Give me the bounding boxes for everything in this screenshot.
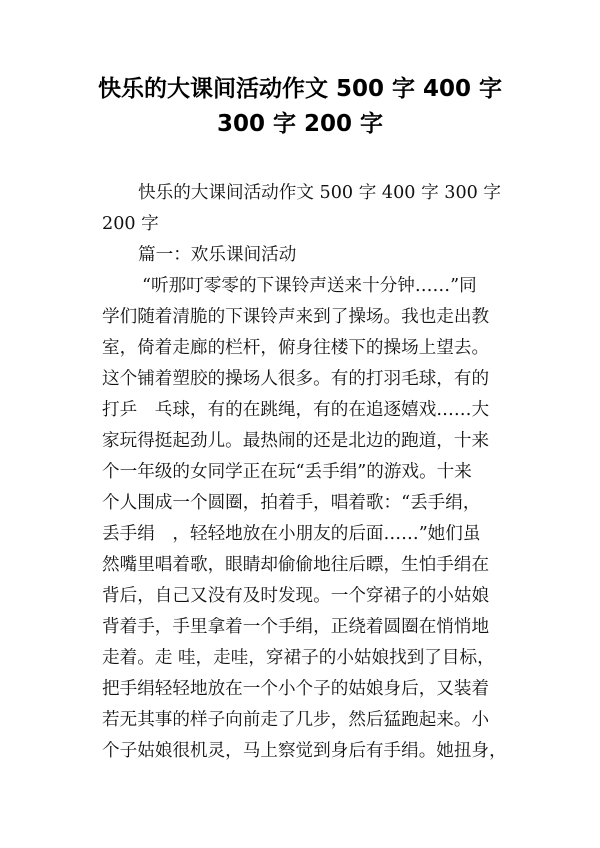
paragraph-line: 把手绢轻轻地放在一个小个子的姑娘身后，又装着: [102, 679, 490, 699]
paragraph-line: 背后，自己又没有及时发现。一个穿裙子的小姑娘: [102, 586, 490, 606]
paragraph-line: 丢手绢 ，轻轻地放在小朋友的后面……”她们虽: [102, 524, 481, 544]
paragraph-line: 室，倚着走廊的栏杆，俯身往楼下的操场上望去。: [102, 338, 490, 358]
paragraph-line: 打乒 乓球，有的在跳绳，有的在追逐嬉戏……大: [102, 400, 490, 420]
paragraph-line: 个人围成一个圆圈，拍着手，唱着歌：“丢手绢，: [102, 493, 481, 513]
paragraph-line: 若无其事的样子向前走了几步，然后猛跑起来。小: [102, 710, 490, 730]
paragraph-line: 背着手，手里拿着一个手绢，正绕着圆圈在悄悄地: [102, 617, 490, 637]
subtitle-line-1: 快乐的大课间活动作文 500 字 400 字 300 字: [138, 183, 502, 203]
title-line-2: 300 字 200 字: [216, 111, 384, 137]
paragraph-line: 个一年级的女同学正在玩“丢手绢”的游戏。十来: [102, 462, 472, 482]
paragraph-line: 然嘴里唱着歌，眼睛却偷偷地往后瞟，生怕手绢在: [102, 555, 490, 575]
paragraph-line: 学们随着清脆的下课铃声来到了操场。我也走出教: [102, 307, 490, 327]
paragraph-line: 走着。走 哇，走哇，穿裙子的小姑娘找到了目标，: [102, 648, 495, 668]
section-heading: 篇一：欢乐课间活动: [138, 245, 297, 265]
paragraph-line: 个子姑娘很机灵，马上察觉到身后有手绢。她扭身，: [102, 741, 507, 761]
paragraph-line: 这个铺着塑胶的操场人很多。有的打羽毛球，有的: [102, 369, 490, 389]
document-title: [0, 72, 600, 142]
paragraph-line: 家玩得挺起劲儿。最热闹的还是北边的跑道，十来: [102, 431, 490, 451]
paragraph-line: “听那叮零零的下课铃声送来十分钟……”同: [142, 276, 477, 296]
document-body: [102, 178, 506, 767]
subtitle-line-2: 200 字: [102, 214, 159, 234]
title-line-1: 快乐的大课间活动作文 500 字 400 字: [97, 76, 503, 102]
